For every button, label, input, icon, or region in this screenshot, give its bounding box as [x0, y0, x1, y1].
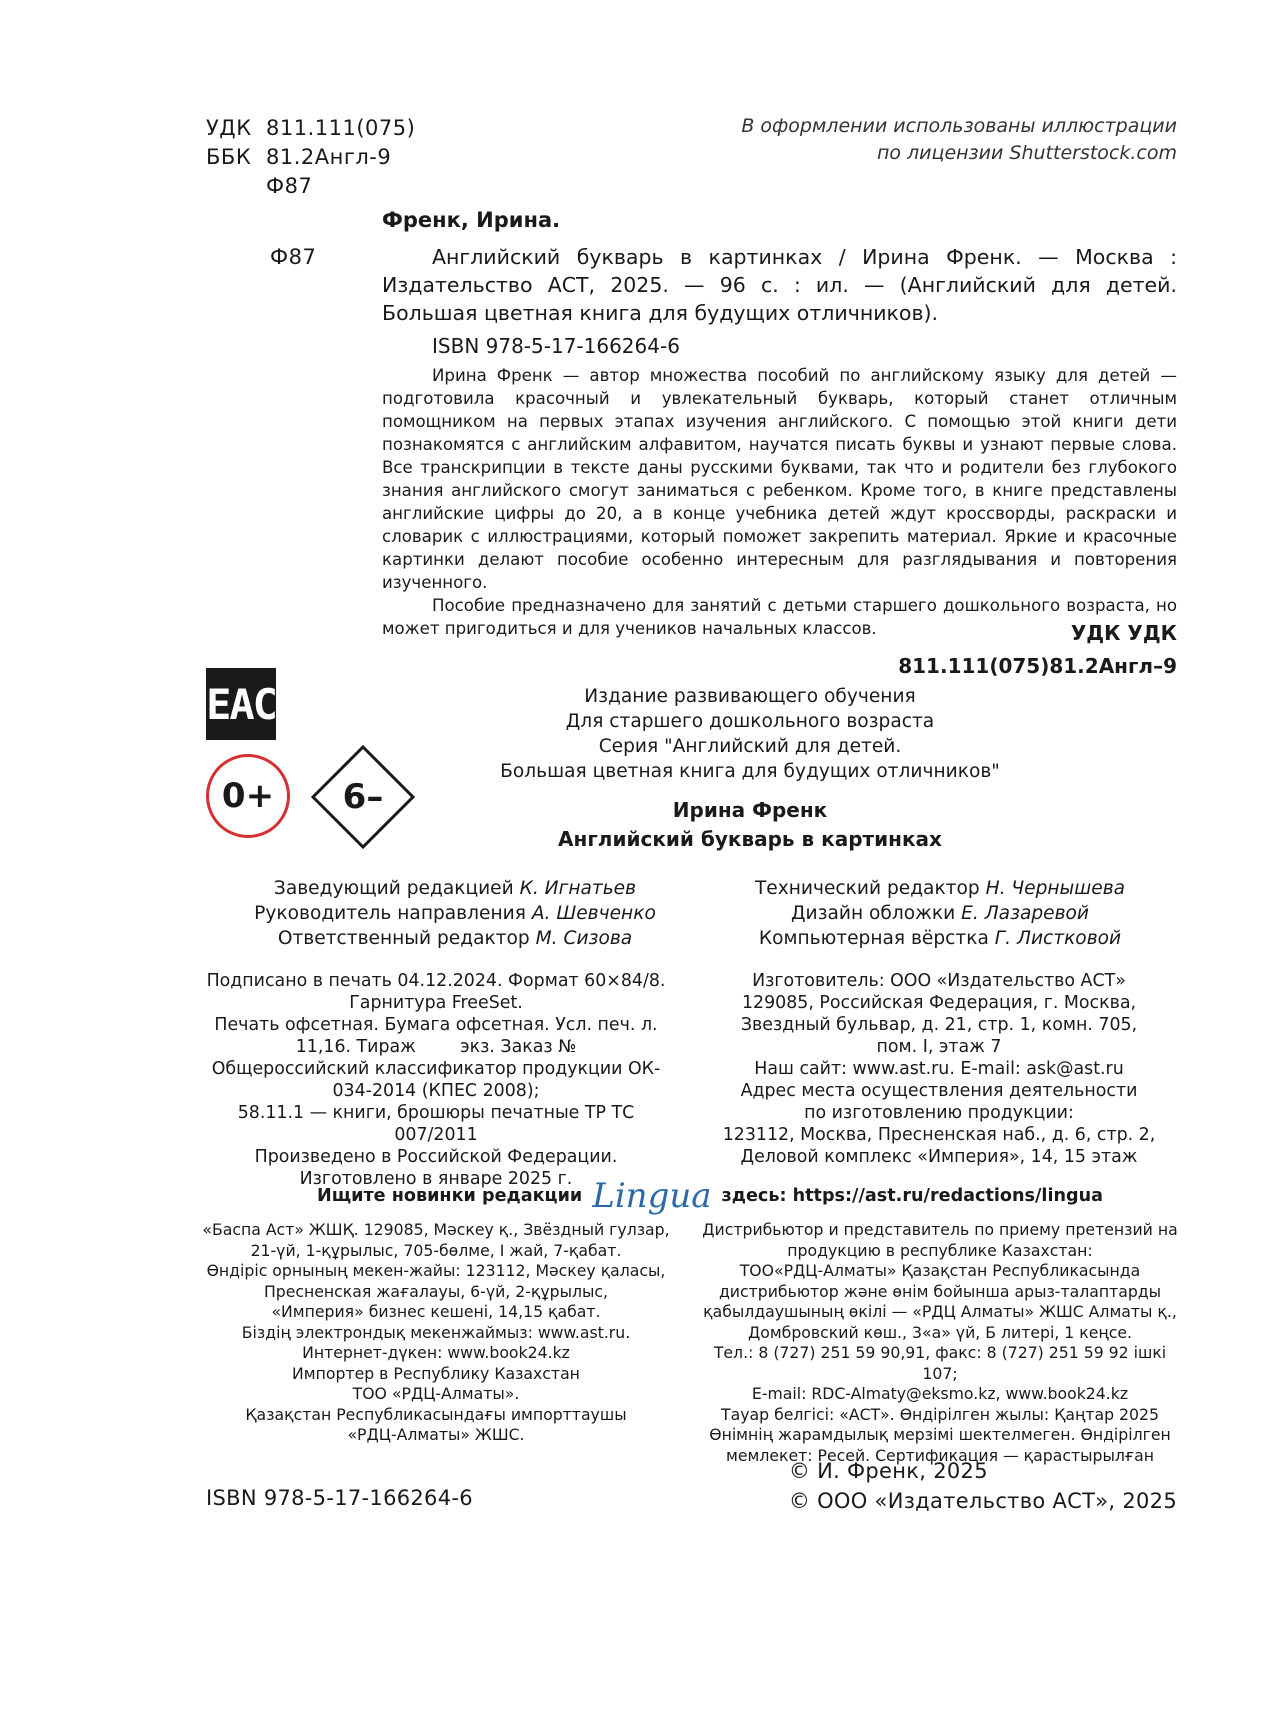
- staff-row: [730, 876, 1150, 901]
- staff-role: Ответственный редактор: [277, 928, 530, 949]
- staff-name: Н. Чернышева: [985, 878, 1126, 899]
- print-line: Деловой комплекс «Империя», 14, 15 этаж: [740, 1147, 1138, 1167]
- staff-right: [730, 876, 1150, 951]
- age-range-icon: [310, 744, 416, 850]
- kz-line: Қазақстан Республикасындағы импорттаушы: [245, 1404, 627, 1424]
- staff-name: А. Шевченко: [531, 903, 656, 924]
- kz-line: «Империя» бизнес кешені, 14,15 қабат.: [271, 1302, 601, 1321]
- illustration-note-line: В оформлении использованы иллюстрации: [741, 115, 1177, 137]
- lingua-logo: Lingua: [592, 1176, 712, 1216]
- isbn-bottom: ISBN 978-5-17-166264-6: [206, 1486, 473, 1510]
- udk-label: УДК: [206, 116, 252, 140]
- kz-line: E-mail: RDC-Almaty@eksmo.kz, www.book24.kz: [751, 1384, 1129, 1403]
- print-line: 123112, Москва, Пресненская наб., д. 6, стр. 2,: [722, 1125, 1156, 1145]
- book-author: Ирина Френк: [672, 798, 828, 822]
- bbk-value: 81.2Англ-9: [266, 145, 392, 169]
- kz-line: Тауар белгісі: «АСТ». Өндірілген жылы: Қаңтар 2025: [721, 1404, 1159, 1424]
- kz-line: Тел.: 8 (727) 251 59 90,91, факс: 8 (727) 251 59 92 ішкі 107;: [713, 1343, 1167, 1383]
- print-line: Наш сайт: www.ast.ru. E-mail: ask@ast.ru: [754, 1059, 1124, 1079]
- print-line: Изготовитель: ООО «Издательство АСТ»: [752, 971, 1126, 991]
- staff-role: Технический редактор: [754, 878, 980, 899]
- kz-line: Өндіріс орнының мекен-жайы: 123112, Мәскеу қаласы,: [206, 1261, 666, 1280]
- staff-name: Г. Листковой: [994, 928, 1122, 949]
- kz-line: Домбровский көш., 3«а» үй, Б литері, 1 кеңсе.: [747, 1322, 1133, 1342]
- kz-line: «РДЦ-Алматы» ЖШС.: [347, 1425, 525, 1444]
- illustration-note: [657, 113, 1177, 167]
- kz-line: «Баспа Аст» ЖШҚ. 129085, Мәскеу қ., Звёздный гулзар,: [202, 1220, 670, 1239]
- kz-line: Біздің электрондық мекенжаймыз: www.ast.ru.: [241, 1322, 631, 1342]
- copyright: [789, 1456, 1177, 1516]
- print-line: Общероссийский классификатор продукции ОК-: [211, 1059, 661, 1079]
- print-line: Подписано в печать 04.12.2024. Формат 60×84/8.: [206, 971, 666, 991]
- lingua-promo-before: Ищите новинки редакции: [316, 1186, 583, 1206]
- staff-name: М. Сизова: [535, 928, 633, 949]
- kz-line: 21-үй, 1-құрылыс, 705-бөлме, I жай, 7-қабат.: [250, 1240, 622, 1260]
- age-rating-icon: 0+: [206, 754, 290, 838]
- staff-role: Дизайн обложки: [790, 903, 956, 924]
- udk-value: 811.111(075): [266, 116, 416, 140]
- lingua-promo-link[interactable]: здесь: https://ast.ru/redactions/lingua: [721, 1186, 1104, 1206]
- series-line: Для старшего дошкольного возраста: [565, 711, 935, 732]
- print-line: 034-2014 (КПЕС 2008);: [332, 1081, 540, 1101]
- series-line: Серия "Английский для детей.: [598, 736, 902, 757]
- print-line: 129085, Российская Федерация, г. Москва,: [741, 993, 1137, 1013]
- staff-row: [240, 926, 670, 951]
- kz-line: Өнімнің жарамдылық мерзімі шектелмеген. Өндірілген: [709, 1425, 1171, 1444]
- author-mark: Ф87: [266, 174, 313, 198]
- illustration-note-line: по лицензии Shutterstock.com: [876, 142, 1177, 164]
- kz-line: Интернет-дүкен: www.book24.kz: [302, 1343, 570, 1362]
- copyright-line: © И. Френк, 2025: [788, 1459, 988, 1483]
- print-info-right: [704, 970, 1174, 1168]
- age-range-text: 6–: [342, 777, 384, 817]
- print-line: по изготовлению продукции:: [804, 1103, 1074, 1123]
- book-title: Английский букварь в картинках: [558, 827, 942, 851]
- kz-line: қабылдаушының өкілі — «РДЦ Алматы» ЖШС Алматы қ.,: [703, 1302, 1177, 1321]
- print-line: Адрес места осуществления деятельности: [740, 1081, 1138, 1101]
- annotation-paragraph: Ирина Френк — автор множества пособий по английскому языку для детей — подготовила красочный и увлекательный букварь, который станет отличным помощником на первых этапах изучения английского. С помощью этой книги дети познакомятся с английским алфавитом, научатся писать буквы и узнают первые слова. Все транскрипции в тексте даны русскими буквами, так что и родители без глубокого знания английского смогут заниматься с ребенком. Кроме того, в книге представлены английские цифры до 20, а в конце учебника детей ждут кроссворды, раскраски и словарик с иллюстрациями, который поможет закрепить материал. Яркие и красочные картинки делают пособие особенно интересным для разглядывания и повторения изученного.: [382, 366, 1177, 592]
- staff-name: К. Игнатьев: [519, 878, 637, 899]
- isbn-top: ISBN 978-5-17-166264-6: [432, 334, 680, 358]
- staff-row: [730, 901, 1150, 926]
- lingua-promo: [300, 1176, 1120, 1216]
- author-heading: Френк, Ирина.: [382, 208, 561, 232]
- kz-line: мемлекет: Ресей. Сертификация — қарастырылған: [726, 1445, 1154, 1465]
- staff-row: [730, 926, 1150, 951]
- kz-info-left: [196, 1220, 676, 1446]
- kz-line: Импортер в Республику Казахстан: [292, 1363, 580, 1383]
- staff-role: Заведующий редакцией: [273, 878, 514, 899]
- author-mark-secondary: Ф87: [270, 245, 317, 269]
- staff-role: Компьютерная вёрстка: [758, 928, 989, 949]
- bbk-label: ББК: [206, 145, 252, 169]
- annotation: [382, 364, 1177, 640]
- series-info: [440, 684, 1060, 784]
- series-line: Издание развивающего обучения: [584, 686, 916, 707]
- annotation-paragraph: Пособие предназначено для занятий с детьми старшего дошкольного возраста, но может пригодиться и для учеников начальных классов.: [382, 596, 1177, 638]
- print-info-left: [196, 970, 676, 1190]
- print-line: 58.11.1 — книги, брошюры печатные ТР ТС 007/2011: [237, 1103, 635, 1145]
- print-line: Произведено в Российской Федерации.: [254, 1147, 618, 1167]
- print-line: Гарнитура FreeSet.: [349, 993, 523, 1013]
- kz-line: ТОО«РДЦ-Алматы» Қазақстан Республикасында: [739, 1261, 1141, 1280]
- bibliographic-record: Английский букварь в картинках / Ирина Френк. — Москва : Издательство АСТ, 2025. — 96 с. : ил. — (Английский для детей. Большая цветная книга для будущих отличников).: [382, 245, 1177, 325]
- book-title-block: [440, 796, 1060, 854]
- staff-role: Руководитель направления: [254, 903, 526, 924]
- kz-line: Пресненская жағалауы, 6-үй, 2-құрылыс,: [263, 1281, 609, 1301]
- copyright-line: © ООО «Издательство АСТ», 2025: [788, 1489, 1177, 1513]
- print-line: 11,16. Тираж экз. Заказ №: [295, 1037, 577, 1057]
- kz-line: продукцию в республике Казахстан:: [787, 1240, 1093, 1260]
- print-line: Печать офсетная. Бумага офсетная. Усл. печ. л.: [214, 1015, 658, 1035]
- staff-left: [240, 876, 670, 951]
- print-line: пом. I, этаж 7: [876, 1037, 1002, 1057]
- print-line: Звездный бульвар, д. 21, стр. 1, комн. 705,: [740, 1015, 1138, 1035]
- kz-line: Дистрибьютор и представитель по приему претензий на: [702, 1220, 1178, 1239]
- kz-info-right: [700, 1220, 1180, 1466]
- print-line: Изготовлено в январе 2025 г.: [299, 1169, 573, 1189]
- series-line: Большая цветная книга для будущих отличников": [500, 761, 1000, 782]
- udk-summary-line: УДК УДК: [1070, 621, 1177, 645]
- kz-line: ТОО «РДЦ-Алматы».: [352, 1384, 520, 1403]
- classification-block: [206, 114, 415, 201]
- eac-mark-icon: EAC: [206, 668, 276, 740]
- udk-summary-line: 811.111(075)81.2Англ–9: [898, 654, 1177, 678]
- staff-name: Е. Лазаревой: [961, 903, 1090, 924]
- staff-row: [240, 901, 670, 926]
- udk-summary: [898, 617, 1177, 683]
- kz-line: дистрибьютор және өнім бойынша арыз-талаптарды: [718, 1281, 1162, 1301]
- staff-row: [240, 876, 670, 901]
